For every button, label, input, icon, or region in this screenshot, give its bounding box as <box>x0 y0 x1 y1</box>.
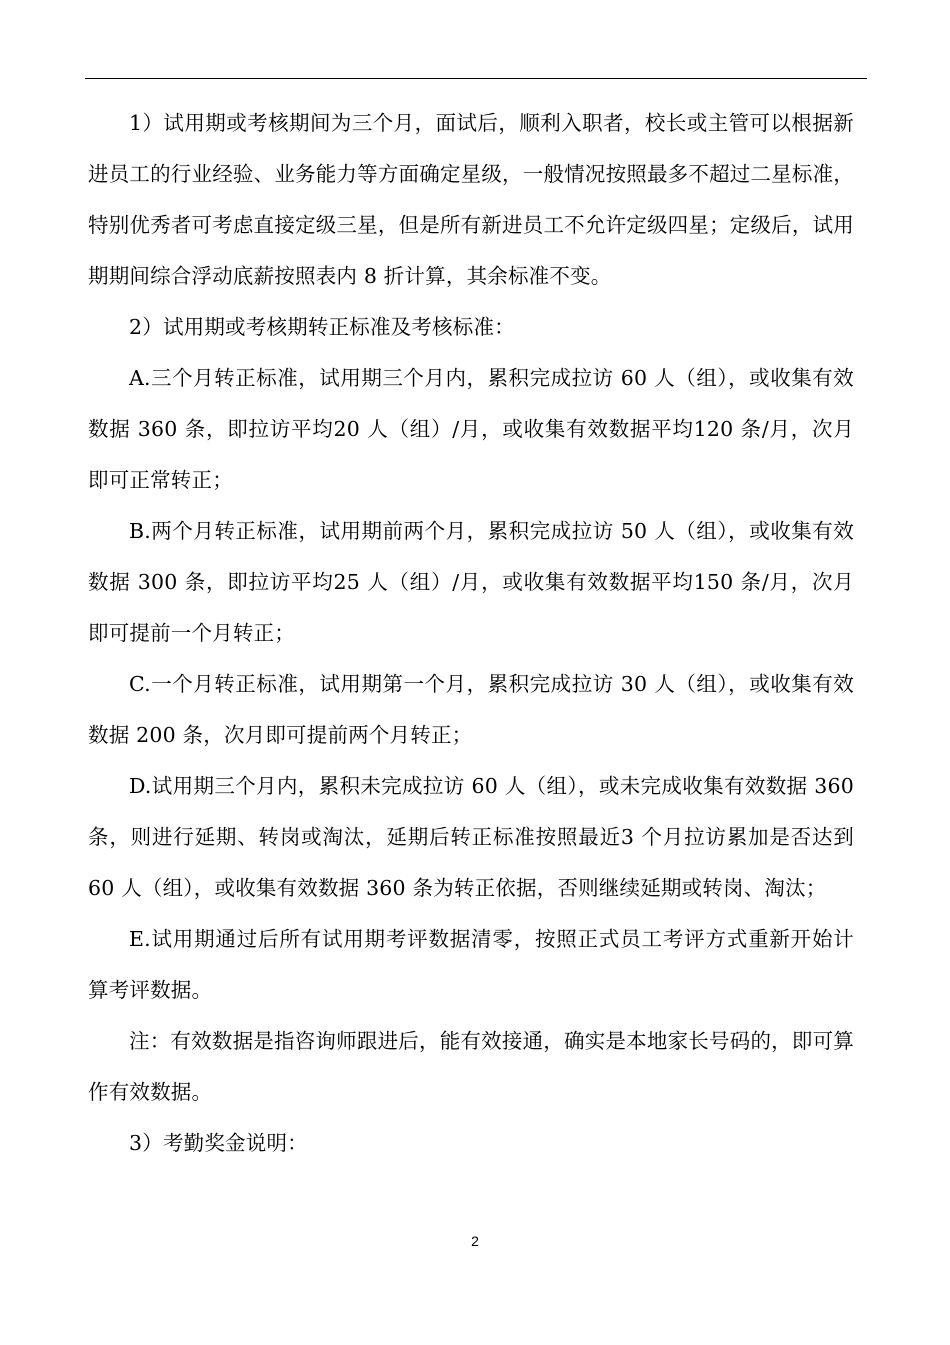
header-rule <box>85 78 867 79</box>
page-number: 2 <box>471 1233 479 1249</box>
paragraph-standard-a: A.三个月转正标准，试用期三个月内，累积完成拉访 60 人（组），或收集有效数据 360 条，即拉访平均20 人（组）/月，或收集有效数据平均120 条/月，次月即可正常转正； <box>88 366 854 492</box>
document-body <box>88 98 854 1169</box>
paragraph-probation-period: 1）试用期或考核期间为三个月，面试后，顺利入职者，校长或主管可以根据新进员工的行业经验、业务能力等方面确定星级，一般情况按照最多不超过二星标准，特别优秀者可考虑直接定级三星，但是所有新进员工不允许定级四星；定级后，试用期期间综合浮动底薪按照表内 8 折计算，其余标准不变。 <box>88 111 854 288</box>
paragraph-standard-d: D.试用期三个月内，累积未完成拉访 60 人（组），或未完成收集有效数据 360 条，则进行延期、转岗或淘汰，延期后转正标准按照最近3 个月拉访累加是否达到 60 人（组），或收集有效数据 360 条为转正依据，否则继续延期或转岗、淘汰； <box>88 774 854 900</box>
paragraph-standard-b: B.两个月转正标准，试用期前两个月，累积完成拉访 50 人（组），或收集有效数据 300 条，即拉访平均25 人（组）/月，或收集有效数据平均150 条/月，次月即可提前一个月转正； <box>88 519 854 645</box>
paragraph-note: 注：有效数据是指咨询师跟进后，能有效接通，确实是本地家长号码的，即可算作有效数据。 <box>88 1029 854 1104</box>
paragraph-attendance-bonus-heading: 3）考勤奖金说明： <box>129 1131 308 1155</box>
paragraph-standard-e: E.试用期通过后所有试用期考评数据清零，按照正式员工考评方式重新开始计算考评数据。 <box>88 927 854 1002</box>
paragraph-standard-c: C.一个月转正标准，试用期第一个月，累积完成拉访 30 人（组），或收集有效数据 200 条，次月即可提前两个月转正； <box>88 672 854 747</box>
paragraph-confirmation-standards-heading: 2）试用期或考核期转正标准及考核标准： <box>129 315 515 339</box>
